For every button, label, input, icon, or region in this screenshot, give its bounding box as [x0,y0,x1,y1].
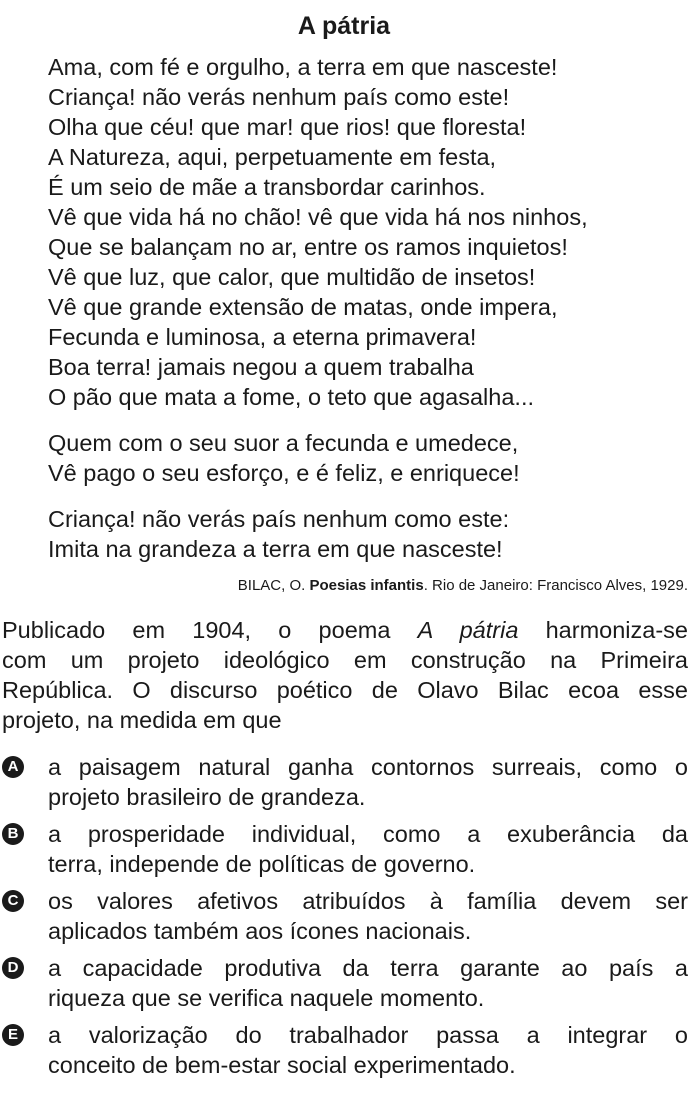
poem-line: Quem com o seu suor a fecunda e umedece, [48,430,519,456]
poem-line: Ama, com fé e orgulho, a terra em que nasceste! [48,54,558,80]
poem-stanza [48,428,588,488]
question-line: com um projeto ideológico em construção na Primeira [2,647,688,673]
poem-line: Que se balançam no ar, entre os ramos inquietos! [48,234,568,260]
option-text: a prosperidade individual, como a exuberância da [48,821,688,847]
question-text: harmoniza-se [518,617,688,643]
poem [48,52,588,564]
citation-work: Poesias infantis [309,577,424,594]
option-text: aplicados também aos ícones nacionais. [48,918,472,944]
answer-options [2,752,688,1087]
option-text: a capacidade produtiva da terra garante ao país a [48,955,688,981]
poem-line: Vê pago o seu esforço, e é feliz, e enriquece! [48,460,520,486]
poem-title-reference: A pátria [417,617,519,643]
option-b-badge-icon: B [2,823,24,845]
question-text: Publicado em 1904, o poema [2,617,418,643]
option-e-badge-icon: E [2,1024,24,1046]
option-a[interactable] [2,752,688,812]
poem-line: Vê que grande extensão de matas, onde impera, [48,294,558,320]
poem-line: Vê que vida há no chão! vê que vida há nos ninhos, [48,204,588,230]
poem-line: Criança! não verás nenhum país como este! [48,84,510,110]
poem-line: Fecunda e luminosa, a eterna primavera! [48,324,477,350]
option-text: projeto brasileiro de grandeza. [48,784,366,810]
option-b[interactable] [2,819,688,879]
citation-author: BILAC, O. [237,577,310,594]
poem-line: Imita na grandeza a terra em que nasceste! [48,536,503,562]
option-d-badge-icon: D [2,957,24,979]
poem-line: Criança! não verás país nenhum como este: [48,506,510,532]
question-line [2,615,688,645]
option-text: terra, independe de políticas de governo. [48,851,476,877]
question-stem [2,615,688,735]
option-text: riqueza que se verifica naquele momento. [48,985,485,1011]
option-d[interactable] [2,953,688,1013]
citation-publisher: . Rio de Janeiro: Francisco Alves, 1929. [423,577,688,594]
question-line: projeto, na medida em que [2,707,282,733]
option-text: conceito de bem-estar social experimentado. [48,1052,516,1078]
option-c-badge-icon: C [2,890,24,912]
poem-line: O pão que mata a fome, o teto que agasalha... [48,384,534,410]
poem-title: A pátria [297,12,391,40]
option-text: a valorização do trabalhador passa a integrar o [48,1022,688,1048]
option-a-badge-icon: A [2,756,24,778]
question-line: República. O discurso poético de Olavo Bilac ecoa esse [2,677,688,703]
poem-line: Boa terra! jamais negou a quem trabalha [48,354,474,380]
citation [238,576,688,596]
poem-stanza [48,504,588,564]
stanza-divider [48,412,588,428]
option-text: os valores afetivos atribuídos à família devem ser [48,888,688,914]
poem-line: Olha que céu! que mar! que rios! que floresta! [48,114,527,140]
poem-line: Vê que luz, que calor, que multidão de insetos! [48,264,536,290]
option-text: a paisagem natural ganha contornos surreais, como o [48,754,688,780]
option-e[interactable] [2,1020,688,1080]
option-c[interactable] [2,886,688,946]
poem-stanza [48,52,588,412]
poem-line: A Natureza, aqui, perpetuamente em festa, [48,144,497,170]
stanza-divider [48,488,588,504]
poem-line: É um seio de mãe a transbordar carinhos. [48,174,486,200]
